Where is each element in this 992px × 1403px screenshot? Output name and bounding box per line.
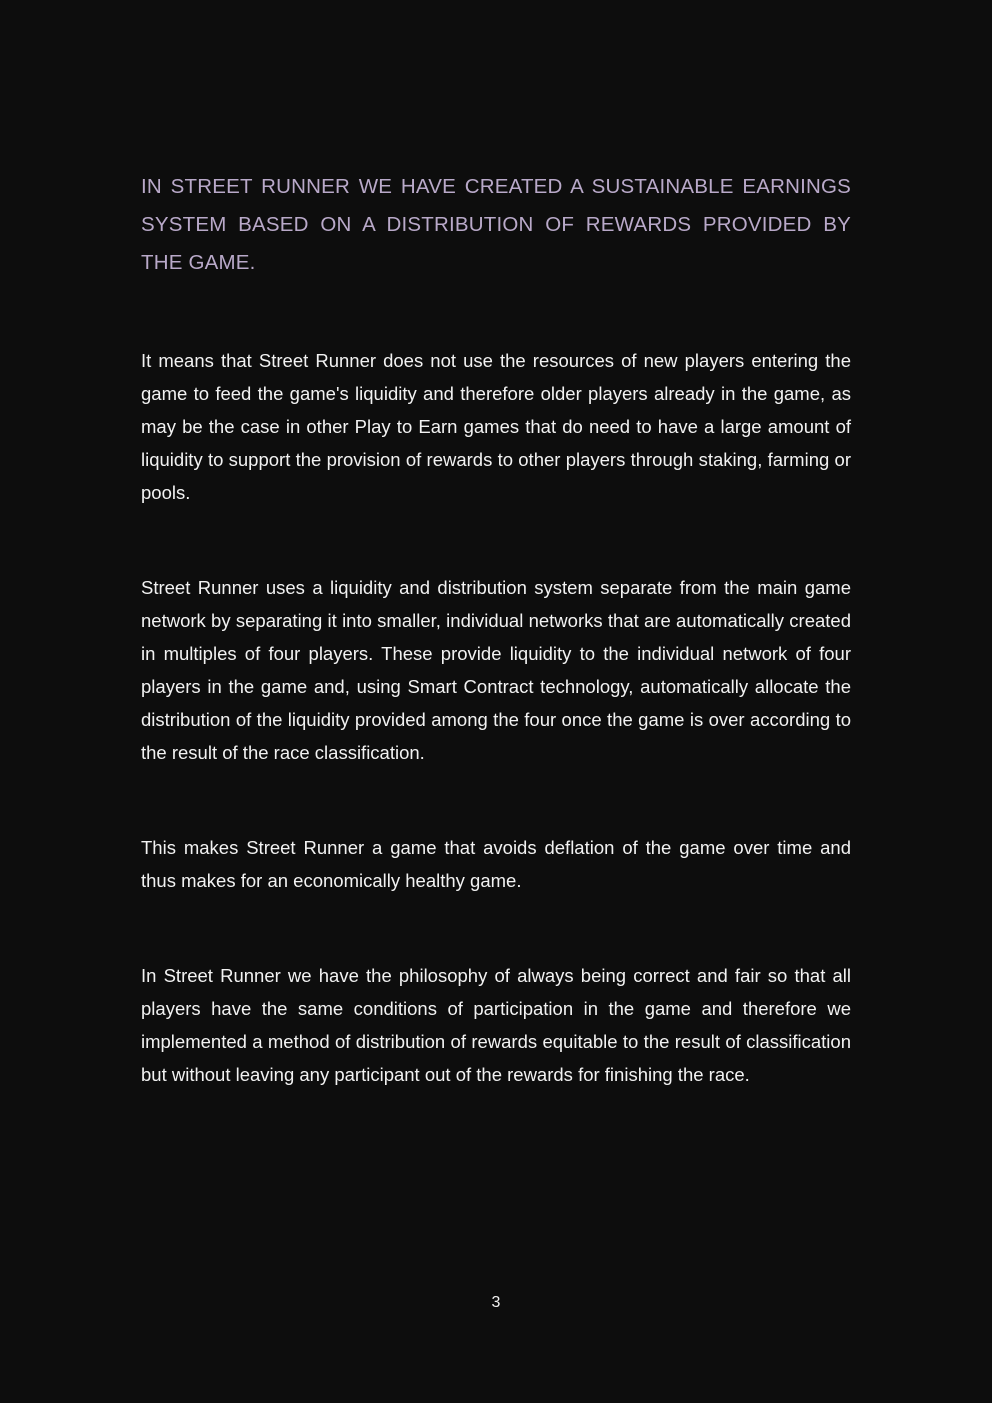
page-content: [141, 168, 851, 1091]
page-number: 3: [491, 1294, 501, 1311]
spacer: [141, 897, 851, 959]
spacer: [141, 282, 851, 344]
spacer: [141, 769, 851, 831]
paragraph-2: Street Runner uses a liquidity and distribution system separate from the main game network by separating it into smaller, individual networks that are automatically created in multiples of four players. These provide liquidity to the individual network of four players in the game and, using Smart Contract technology, automatically allocate the distribution of the liquidity provided among the four once the game is over according to the result of the race classification.: [141, 577, 851, 763]
page-title: IN STREET RUNNER WE HAVE CREATED A SUSTAINABLE EARNINGS SYSTEM BASED ON A DISTRIBUTION OF REWARDS PROVIDED BY THE GAME.: [141, 175, 851, 274]
spacer: [141, 509, 851, 571]
paragraph-1: It means that Street Runner does not use the resources of new players entering the game to feed the game's liquidity and therefore older players already in the game, as may be the case in other Play to Earn games that do need to have a large amount of liquidity to support the provision of rewards to other players through staking, farming or pools.: [141, 350, 851, 503]
paragraph-3: This makes Street Runner a game that avoids deflation of the game over time and thus makes for an economically healthy game.: [141, 837, 851, 891]
paragraph-4: In Street Runner we have the philosophy of always being correct and fair so that all players have the same conditions of participation in the game and therefore we implemented a method of distribution of rewards equitable to the result of classification but without leaving any participant out of the rewards for finishing the race.: [141, 965, 851, 1085]
